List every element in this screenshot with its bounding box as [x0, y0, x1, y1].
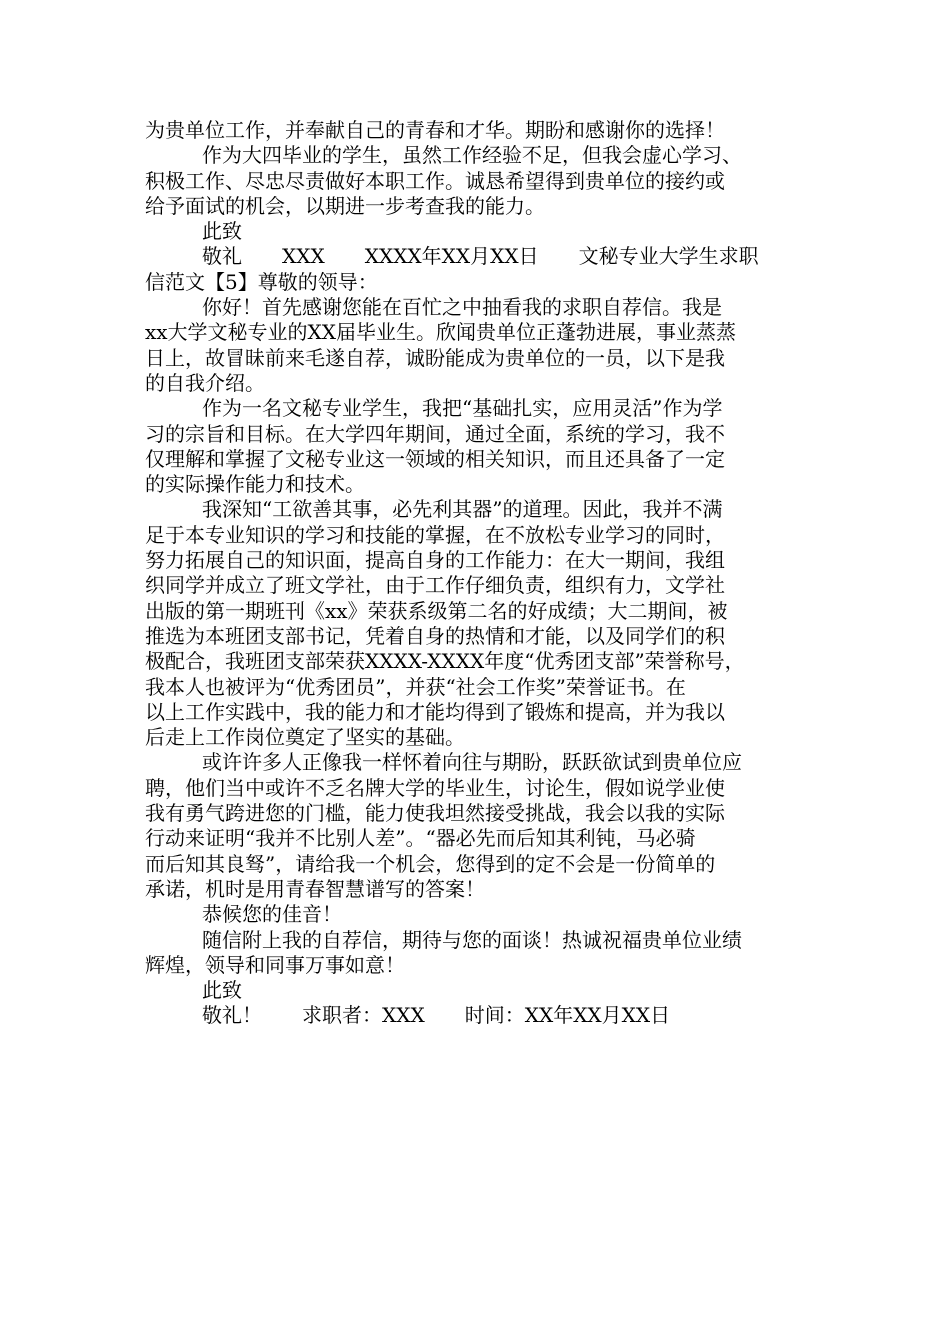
text-line: 后走上工作岗位奠定了坚实的基础。 — [145, 725, 465, 750]
text-line: 随信附上我的自荐信，期待与您的面谈！热诚祝福贵单位业绩 — [202, 927, 742, 952]
text-line: 给予面试的机会，以期进一步考查我的能力。 — [145, 193, 545, 218]
text-line: 敬礼！ 求职者：XXX 时间：XX年XX月XX日 — [202, 1003, 671, 1028]
text-line: 织同学并成立了班文学社，由于工作仔细负责，组织有力，文学社 — [145, 573, 725, 598]
text-line: 的自我介绍。 — [145, 370, 265, 395]
text-line: 出版的第一期班刊《xx》荣获系级第二名的好成绩；大二期间，被 — [145, 598, 728, 623]
text-line: 我本人也被评为“优秀团员”，并获“社会工作奖”荣誉证书。在 — [145, 674, 686, 699]
text-line: 我有勇气跨进您的门槛，能力使我坦然接受挑战，我会以我的实际 — [145, 801, 725, 826]
text-line: 推选为本班团支部书记，凭着自身的热情和才能，以及同学们的积 — [145, 623, 725, 648]
text-line: 努力拓展自己的知识面，提高自身的工作能力：在大一期间，我组 — [145, 548, 725, 573]
text-line: 为贵单位工作，并奉献自己的青春和才华。期盼和感谢你的选择！ — [145, 118, 725, 142]
text-line: 而后知其良驽”，请给我一个机会，您得到的定不会是一份简单的 — [145, 851, 716, 876]
text-line: 行动来证明“我并不比别人差”。“器必先而后知其利钝，马必骑 — [145, 826, 696, 851]
text-line: 此致 — [202, 219, 242, 244]
text-line: 积极工作、尽忠尽责做好本职工作。诚恳希望得到贵单位的接约或 — [145, 168, 725, 193]
text-line: 辉煌，领导和同事万事如意！ — [145, 952, 405, 977]
text-line: 以上工作实践中，我的能力和才能均得到了锻炼和提高，并为我以 — [145, 699, 725, 724]
text-line: 或许许多人正像我一样怀着向往与期盼，跃跃欲试到贵单位应 — [202, 750, 742, 775]
text-line: 你好！首先感谢您能在百忙之中抽看我的求职自荐信。我是 — [202, 295, 722, 320]
text-line: 习的宗旨和目标。在大学四年期间，通过全面，系统的学习，我不 — [145, 421, 725, 446]
text-line: 敬礼 XXX XXXX年XX月XX日 文秘专业大学生求职 — [202, 244, 759, 269]
text-line: 日上，故冒昧前来毛遂自荐，诚盼能成为贵单位的一员，以下是我 — [145, 345, 725, 370]
text-line: 我深知“工欲善其事，必先利其器”的道理。因此，我并不满 — [202, 497, 723, 522]
text-line: 信范文【5】尊敬的领导： — [145, 269, 378, 294]
text-line: xx大学文秘专业的XX届毕业生。欣闻贵单位正蓬勃进展，事业蒸蒸 — [145, 320, 737, 345]
document-body — [145, 118, 815, 1029]
text-line: 作为一名文秘专业学生，我把“基础扎实，应用灵活”作为学 — [202, 396, 723, 421]
text-line: 承诺，机时是用青春智慧谱写的答案！ — [145, 876, 485, 901]
text-line: 的实际操作能力和技术。 — [145, 472, 365, 497]
text-line: 极配合，我班团支部荣获XXXX-XXXX年度“优秀团支部”荣誉称号， — [145, 649, 745, 674]
text-line: 此致 — [202, 978, 242, 1003]
text-line: 作为大四毕业的学生，虽然工作经验不足，但我会虚心学习、 — [202, 143, 742, 168]
text-line: 聘，他们当中或许不乏名牌大学的毕业生，讨论生，假如说学业使 — [145, 775, 725, 800]
text-line: 足于本专业知识的学习和技能的掌握，在不放松专业学习的同时， — [145, 522, 725, 547]
text-line: 仅理解和掌握了文秘专业这一领域的相关知识，而且还具备了一定 — [145, 446, 725, 471]
text-line: 恭候您的佳音！ — [202, 902, 342, 927]
